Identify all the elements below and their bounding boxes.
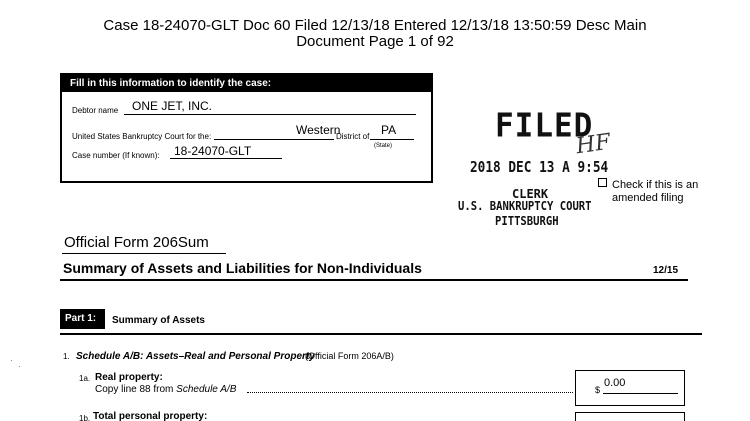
item1a-amount-line [603, 393, 678, 394]
filed-stamp-city: PITTSBURGH [495, 214, 559, 228]
scan-speck: · [18, 362, 21, 371]
case-number-label: Case number (If known): [72, 151, 160, 160]
filed-stamp-court: U.S. BANKRUPTCY COURT [458, 199, 592, 213]
filed-stamp-clerk: CLERK [512, 187, 549, 201]
item1b-title: Total personal property: [93, 411, 208, 421]
item1a-amount-box [575, 370, 685, 406]
item1a-title: Real property: [95, 372, 163, 383]
item1a-number: 1a. [79, 374, 91, 383]
id-box-title: Fill in this information to identify the case: [62, 75, 431, 92]
state-line [370, 139, 414, 140]
item1a-description: Copy line 88 from Schedule A/B [95, 384, 237, 395]
item1-form-ref: (Official Form 206A/B) [305, 351, 394, 361]
debtor-name-label: Debtor name [72, 106, 119, 115]
form-title: Official Form 206Sum [64, 234, 209, 251]
state-value: PA [381, 123, 397, 137]
part1-title: Summary of Assets [112, 315, 205, 326]
form-title-underline [62, 253, 226, 254]
filed-stamp-date: 2018 DEC 13 A 9:54 [470, 158, 609, 176]
item1b-number: 1b. [79, 414, 91, 421]
debtor-name-value: ONE JET, INC. [132, 99, 213, 113]
filed-stamp: FILED [495, 107, 594, 145]
case-header-line1: Case 18-24070-GLT Doc 60 Filed 12/13/18 Entered 12/13/18 13:50:59 Desc Main [103, 17, 647, 34]
case-number-value: 18-24070-GLT [174, 144, 252, 158]
part1-divider [60, 333, 702, 335]
item1a-leader-dots [247, 392, 573, 393]
item1a-currency: $ [595, 385, 601, 395]
court-line [214, 139, 334, 140]
case-header-line2: Document Page 1 of 92 [296, 33, 454, 50]
form-subtitle: Summary of Assets and Liabilities for Non-Individuals [63, 260, 422, 276]
court-label: United States Bankruptcy Court for the: [72, 132, 212, 141]
item1-title: Schedule A/B: Assets–Real and Personal Property [76, 351, 315, 362]
case-number-line [170, 158, 282, 159]
case-identification-box [60, 73, 433, 183]
scan-speck: · [10, 356, 13, 365]
state-caption: (State) [374, 143, 393, 149]
district-value: Western [296, 123, 341, 137]
item1b-amount-box [575, 412, 685, 421]
district-of-label: District of [336, 132, 370, 141]
part1-label: Part 1: [60, 309, 105, 329]
debtor-name-line [124, 114, 416, 115]
title-divider [60, 279, 688, 281]
item1a-amount: 0.00 [604, 377, 626, 389]
clerk-initials: HF [574, 129, 613, 160]
amended-filing-checkbox[interactable] [598, 178, 607, 187]
form-revision: 12/15 [653, 265, 679, 276]
item1-number: 1. [63, 352, 70, 361]
amended-filing-label: Check if this is an amended filing [612, 179, 699, 204]
